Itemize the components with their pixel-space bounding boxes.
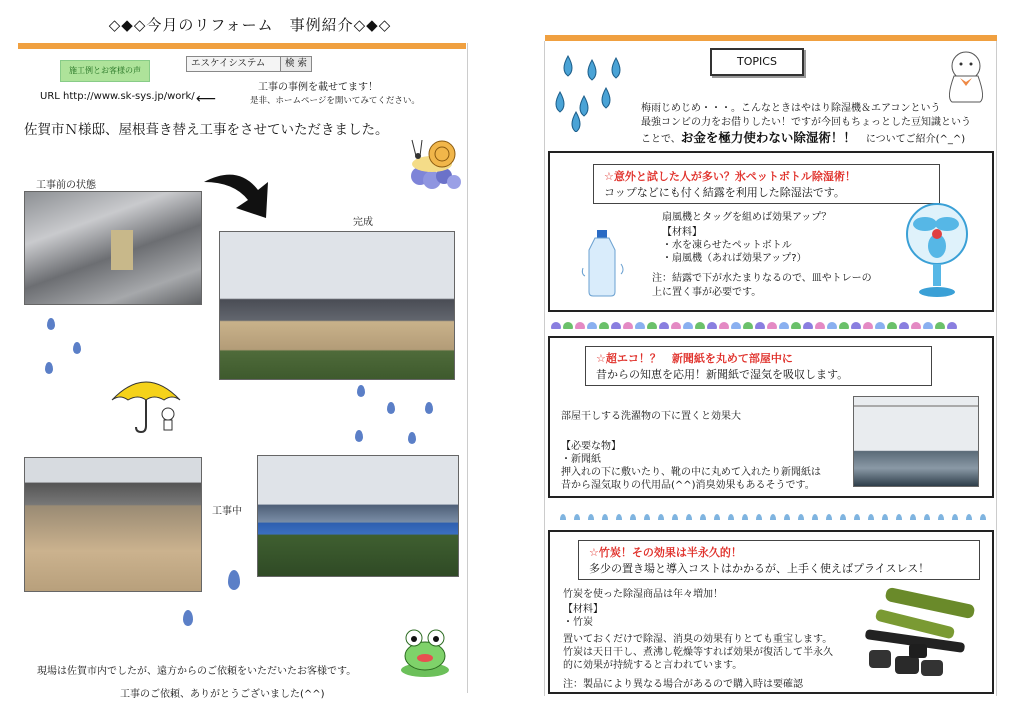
s3-material-1: ・竹炭 xyxy=(563,617,593,628)
intro-line-1: 梅雨じめじめ・・・。こんなときはやはり除湿機＆エアコンという xyxy=(641,103,941,114)
arrow-left-icon: ⟵ xyxy=(196,91,217,107)
raindrop-icon xyxy=(45,362,53,374)
s1-line1: 扇風機とタッグを組めば効果アップ？ xyxy=(662,212,832,223)
intro-line-3c: についてご紹介(^_^) xyxy=(865,134,966,145)
raindrop-icon xyxy=(357,385,365,397)
page-edge xyxy=(996,41,997,696)
intro-line-3 xyxy=(641,128,965,146)
s3-body-2: 竹炭は天日干し、煮沸し乾燥等すれば効果が復活して半永久 xyxy=(563,647,833,658)
footer-line-2: 工事のご依頼、ありがとうございました(^^) xyxy=(120,689,325,700)
newspaper-photo xyxy=(853,396,979,487)
url-text[interactable]: URL http://www.sk-sys.jp/work/ xyxy=(40,91,195,102)
during-photo-2 xyxy=(257,455,459,577)
section-1-subtitle: コップなどにも付く結露を利用した除湿法です。 xyxy=(604,186,845,199)
s1-material-2: ・扇風機（あれば効果アップ?） xyxy=(662,253,807,264)
examples-banner[interactable]: 施工例とお客様の声 xyxy=(60,60,150,82)
during-photo-1 xyxy=(24,457,202,592)
orange-rule xyxy=(545,35,997,41)
section-2-heading xyxy=(585,346,932,386)
before-photo xyxy=(24,191,202,305)
bamboo-charcoal-photo xyxy=(855,586,979,686)
s3-body-1: 置いておくだけで除湿、消臭の効果有りとても重宝します。 xyxy=(563,634,833,645)
teru-teru-bozu-icon xyxy=(942,48,990,106)
s1-material-1: ・水を凍らせたペットボトル xyxy=(662,240,792,251)
intro-line-3a: ことで、 xyxy=(641,134,681,145)
section-2-title: ☆超エコ！？ 新聞紙を丸めて部屋中に xyxy=(596,352,793,365)
s2-materials-head: 【必要な物】 xyxy=(561,441,621,452)
s2-body-2: 昔から湿気取りの代用品(^^)消臭効果もあるそうです。 xyxy=(561,480,815,491)
s3-body-3: 的に効果が持続すると言われています。 xyxy=(563,660,743,671)
electric-fan-icon xyxy=(895,200,975,300)
section-3-heading xyxy=(578,540,980,580)
orange-rule xyxy=(18,43,466,49)
headline: 佐賀市Ｎ様邸、屋根葺き替え工事をさせていただきました。 xyxy=(24,122,389,138)
topics-label: TOPICS xyxy=(710,48,804,76)
hydrangea-garland xyxy=(550,317,990,329)
section-2-subtitle: 昔からの知恵を応用！新聞紙で湿気を吸収します。 xyxy=(596,368,849,381)
raindrop-icon xyxy=(73,342,81,354)
footer-line-1: 現場は佐賀市内でしたが、遠方からのご依頼をいただいたお客様です。 xyxy=(37,666,357,677)
s2-material-1: ・新聞紙 xyxy=(561,454,601,465)
section-3-subtitle: 多少の置き場と導入コストはかかるが、上手く使えばプライスレス！ xyxy=(589,562,930,575)
raindrop-icon xyxy=(228,570,240,590)
completed-photo xyxy=(219,231,455,380)
raindrop-border xyxy=(556,508,986,520)
intro-highlight: お金を極力使わない除湿術！！ xyxy=(680,130,856,145)
search-input[interactable]: エスケイシステム xyxy=(186,56,284,72)
page-edge xyxy=(544,41,545,696)
section-1-heading xyxy=(593,164,940,204)
intro-line-2: 最強コンビの力をお借りしたい！ですが今回もちょっとした豆知識という xyxy=(641,117,971,128)
s1-materials-head: 【材料】 xyxy=(662,227,702,238)
raindrop-icon xyxy=(355,430,363,442)
umbrella-icon xyxy=(108,370,186,436)
s3-note: 注：製品により異なる場合があるので購入時は要確認 xyxy=(563,679,803,690)
complete-label: 完成 xyxy=(353,217,373,228)
raindrop-icon xyxy=(183,610,193,626)
during-label: 工事中 xyxy=(212,506,242,517)
rain-characters-icon xyxy=(548,52,634,132)
pet-bottle-icon xyxy=(575,228,631,298)
page-title: ◇◆◇今月のリフォーム 事例紹介◇◆◇ xyxy=(108,16,392,34)
curved-arrow-icon xyxy=(200,160,280,224)
search-button[interactable]: 検 索 xyxy=(280,56,312,72)
visit-homepage-text: 是非、ホームページを開いてみてください。 xyxy=(250,96,420,106)
s2-body-1: 押入れの下に敷いたり、靴の中に丸めて入れたり新聞紙は xyxy=(561,467,821,478)
section-3-title: ☆竹炭！その効果は半永久的！ xyxy=(589,546,742,559)
raindrop-icon xyxy=(47,318,55,330)
raindrop-icon xyxy=(408,432,416,444)
work-examples-text: 工事の事例を載せてます！ xyxy=(258,82,378,93)
page-divider xyxy=(466,43,468,693)
s3-line1: 竹炭を使った除湿商品は年々増加！ xyxy=(563,589,723,600)
raindrop-icon xyxy=(387,402,395,414)
raindrop-icon xyxy=(425,402,433,414)
frog-icon xyxy=(398,624,452,680)
snail-icon xyxy=(404,134,466,192)
s3-materials-head: 【材料】 xyxy=(563,604,603,615)
s1-note-2: 上に置く事が必要です。 xyxy=(652,287,762,298)
s2-line1: 部屋干しする洗濯物の下に置くと効果大 xyxy=(561,411,741,422)
s1-note-1: 注：結露で下が水たまりなるので、皿やトレーの xyxy=(652,273,872,284)
section-1-title: ☆意外と試した人が多い？氷ペットボトル除湿術！ xyxy=(604,170,856,183)
before-label: 工事前の状態 xyxy=(36,180,96,191)
